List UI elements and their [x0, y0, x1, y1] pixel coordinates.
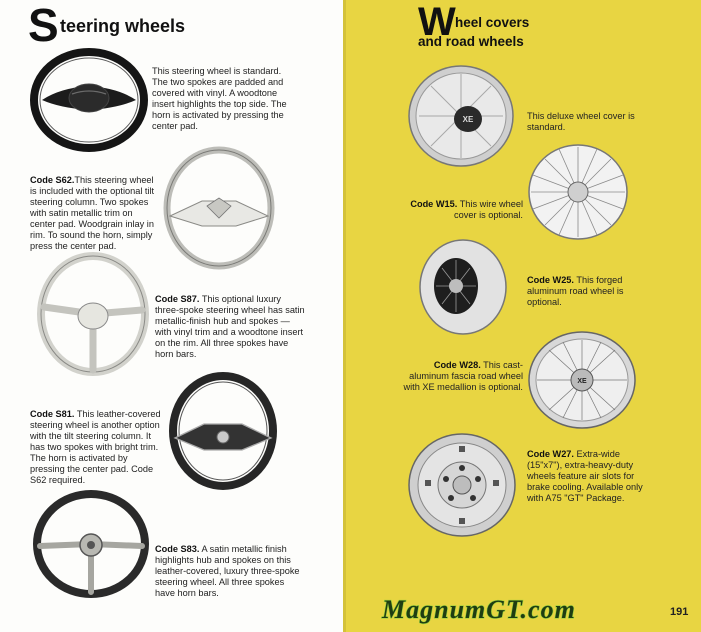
caption-w28: Code W28. This cast-aluminum fascia road wheel with XE medallion is optional.	[403, 360, 523, 392]
wheel-cover-deluxe-icon	[407, 64, 515, 168]
steering-wheel-s81-icon	[168, 372, 278, 490]
caption-standard-wheel: This steering wheel is standard. The two spokes are padded and covered with vinyl. A woodtone insert highlights the top side. The horn is activated by pressing the center pad.	[152, 66, 287, 131]
steering-wheel-standard-icon	[30, 48, 148, 153]
svg-text:XE: XE	[577, 378, 587, 385]
right-page	[343, 0, 701, 632]
heading-wheel-covers-line1: heel covers	[455, 15, 530, 30]
watermark-logo	[378, 590, 653, 626]
wheel-w25-icon	[418, 238, 508, 336]
wheel-cover-w15-icon	[527, 143, 629, 242]
steering-wheel-s83-icon	[32, 488, 150, 600]
caption-w27: Code W27. Extra-wide (15"x7"), extra-heavy-duty wheels feature air slots for brake cooling. Available only with A75 "GT" Package.	[527, 449, 643, 503]
heading-initial-left: S	[28, 0, 59, 51]
xe-medallion-text: XE	[462, 115, 474, 124]
page-number: 191	[670, 606, 689, 618]
steering-wheel-s62-icon	[162, 146, 277, 271]
caption-w15: Code W15. This wire wheel cover is optional.	[410, 199, 523, 220]
heading-steering-wheels: teering wheels	[60, 16, 186, 36]
heading-wheel-covers-line2: and road wheels	[418, 34, 524, 49]
caption-s87: Code S87. This optional luxury three-spoke steering wheel has satin metallic-finish hub and spokes — with vinyl trim and a woodtone insert on the rim. All three spokes have horn bars.	[155, 294, 305, 359]
caption-s81: Code S81. This leather-covered steering wheel is another option with the tilt steering column. It has two spokes with bright trim. The horn is activated by pressing the center pad. Code S62 required.	[30, 409, 161, 485]
caption-s83: Code S83. A satin metallic finish highlights hub and spokes on this leather-covered, luxury three-spoke steering wheel. All three spokes have horn bars.	[155, 544, 300, 598]
wheel-w28-icon	[527, 330, 637, 430]
caption-s62: Code S62.This steering wheel is included with the optional tilt steering column. Two spokes with satin metallic trim on center pad. Woodgrain inlay in rim. To sound the horn, simply press the center pad.	[30, 175, 155, 251]
heading-initial-right: W	[418, 0, 456, 44]
wheel-w27-icon	[407, 432, 517, 538]
svg-text:MagnumGT.com: MagnumGT.com	[382, 595, 576, 624]
caption-deluxe-cover: This deluxe wheel cover is standard.	[527, 111, 635, 132]
steering-wheel-s87-icon	[36, 252, 151, 377]
caption-w25: Code W25. This forged aluminum road wheel is optional.	[527, 275, 624, 307]
page-gutter	[343, 0, 346, 632]
